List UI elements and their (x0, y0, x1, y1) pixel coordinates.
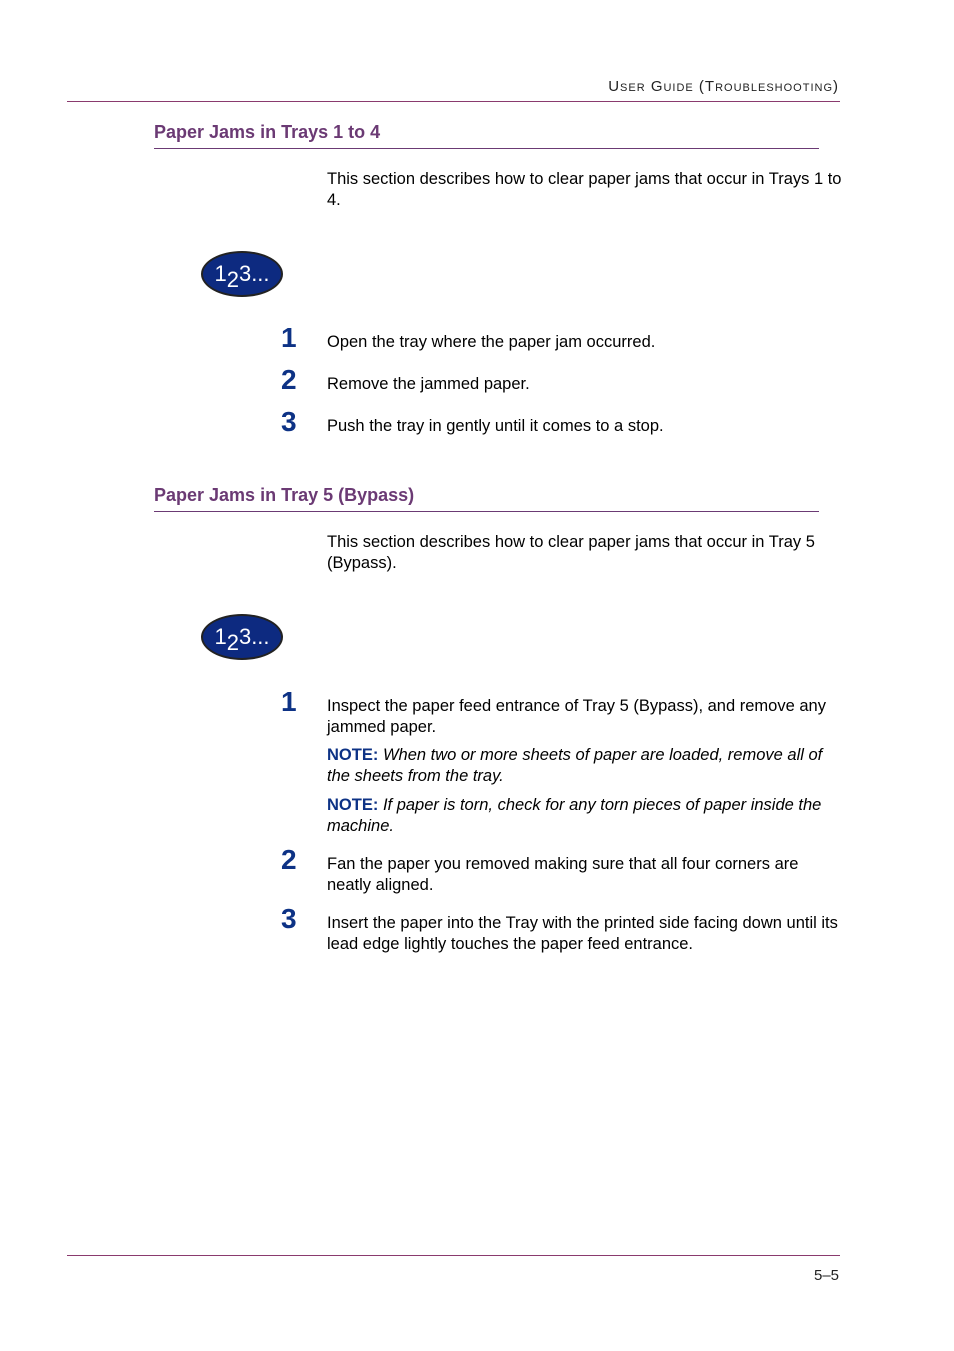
note (327, 745, 842, 787)
note-text: If paper is torn, check for any torn pieces of paper inside the machine. (327, 796, 822, 835)
step-number: 1 (281, 686, 297, 717)
step-text: Fan the paper you removed making sure that all four corners are neatly aligned. (327, 855, 799, 894)
step-number: 3 (281, 406, 297, 437)
step-number: 2 (281, 844, 297, 875)
step-text: Insert the paper into the Tray with the printed side facing down until its lead edge lightly touches the paper feed entrance. (327, 914, 838, 953)
step-text: Remove the jammed paper. (327, 375, 530, 393)
header-rule (67, 101, 840, 102)
step-text: Inspect the paper feed entrance of Tray 5 (Bypass), and remove any jammed paper. (327, 697, 826, 736)
note-label: NOTE: (327, 796, 379, 814)
step-text: Push the tray in gently until it comes to a stop. (327, 417, 664, 435)
note (327, 795, 842, 837)
step-text: Open the tray where the paper jam occurred. (327, 333, 656, 351)
footer-rule (67, 1255, 840, 1256)
step-number: 1 (281, 322, 297, 353)
section-heading: Paper Jams in Trays 1 to 4 (154, 122, 819, 149)
badge-digit: 3... (238, 624, 270, 649)
step-number: 3 (281, 903, 297, 934)
section-intro: This section describes how to clear paper jams that occur in Tray 5 (Bypass). (327, 533, 815, 572)
note-label: NOTE: (327, 746, 379, 764)
step-number: 2 (281, 364, 297, 395)
note-text: When two or more sheets of paper are loaded, remove all of the sheets from the tray. (327, 746, 823, 785)
badge-digit: 2 (226, 630, 239, 655)
badge-digit: 3... (238, 261, 270, 286)
badge-digit: 1 (214, 261, 227, 286)
section-title-trays-1-4 (154, 122, 819, 149)
page-number: 5–5 (814, 1267, 840, 1284)
running-header: User Guide (Troubleshooting) (608, 78, 839, 95)
section-heading: Paper Jams in Tray 5 (Bypass) (154, 485, 819, 512)
procedure-icon (201, 614, 283, 660)
badge-digit: 1 (214, 624, 227, 649)
badge-digit: 2 (226, 267, 239, 292)
section-intro: This section describes how to clear paper jams that occur in Trays 1 to 4. (327, 170, 842, 209)
section-title-tray-5 (154, 485, 819, 512)
procedure-icon (201, 251, 283, 297)
